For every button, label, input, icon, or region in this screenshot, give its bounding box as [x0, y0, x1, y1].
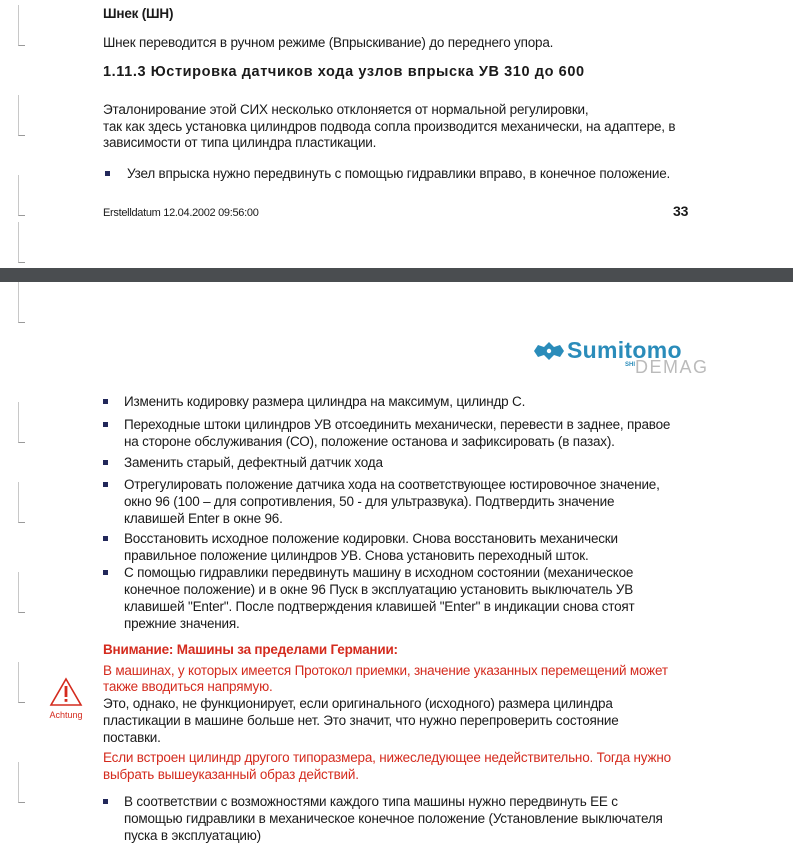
binder-mark — [18, 662, 25, 703]
list-item-line: С помощью гидравлики передвинуть машину в исходном состоянии (механическое — [124, 565, 634, 580]
binder-mark — [18, 402, 25, 443]
list-item-line: Восстановить исходное положение кодировки. Снова восстановить механически — [124, 531, 618, 546]
note-text: Это, однако, не функционирует, если оригинального (исходного) размера цилиндра — [103, 696, 613, 711]
document-page-33 — [0, 0, 793, 268]
paragraph-line: так как здесь установка цилиндров подвода сопла производится механически, на адаптере, в — [103, 119, 676, 134]
list-item-line: на стороне обслуживания (СО), положение останова и зафиксировать (в пазах). — [124, 434, 615, 449]
document-page-next — [0, 282, 793, 844]
binder-mark — [18, 282, 25, 323]
footer-date: Erstelldatum 12.04.2002 09:56:00 — [103, 207, 259, 219]
binder-mark — [18, 762, 25, 803]
list-item-line: В соответствии с возможностями каждого типа машины нужно передвинуть ЕЕ с — [124, 794, 618, 809]
binder-mark — [18, 482, 25, 523]
page-number: 33 — [673, 203, 689, 219]
list-item-line: окно 96 (100 – для сопротивления, 50 - для ультразвука). Подтвердить значение — [124, 494, 615, 509]
binder-mark — [18, 95, 25, 136]
binder-mark — [18, 222, 25, 263]
warning-text: выбрать вышеуказанный образ действий. — [103, 767, 359, 782]
warning-triangle-icon — [49, 677, 83, 707]
logo-emblem-icon — [533, 341, 565, 361]
list-item-line: клавишей Enter в окне 96. — [124, 511, 283, 526]
note-text: поставки. — [103, 730, 161, 745]
list-item-line: конечное положение) и в окне 96 Пуск в эксплуатацию установить выключатель УВ — [124, 582, 634, 597]
list-item-line: правильное положение цилиндров УВ. Снова установить переходный шток. — [124, 548, 589, 563]
list-item-line: пуска в эксплуатацию) — [124, 828, 261, 843]
paragraph: Шнек переводится в ручном режиме (Впрыскивание) до переднего упора. — [103, 35, 554, 50]
list-item-line: клавишей "Enter". После подтверждения клавишей "Enter" в индикации снова стоят — [124, 599, 635, 614]
list-item-line: Заменить старый, дефектный датчик хода — [124, 455, 383, 470]
binder-mark — [18, 5, 25, 46]
list-item — [124, 454, 714, 471]
bullet-marker — [103, 570, 108, 575]
list-item — [124, 416, 714, 450]
warning-text: также вводиться напрямую. — [103, 679, 273, 694]
list-item-line: Отрегулировать положение датчика хода на соответствующее юстировочное значение, — [124, 477, 660, 492]
note-text: пластикации в машине больше нет. Это значит, что нужно перепроверить состояние — [103, 713, 619, 728]
paragraph-line: зависимости от типа цилиндра пластикации. — [103, 135, 377, 150]
list-item — [124, 393, 714, 410]
achtung-warning-sign — [42, 677, 90, 720]
achtung-label: Achtung — [49, 710, 83, 720]
list-item-line: Изменить кодировку размера цилиндра на максимум, цилиндр С. — [124, 394, 526, 409]
bullet-marker — [103, 799, 108, 804]
binder-mark — [18, 572, 25, 613]
bullet-marker — [103, 399, 108, 404]
logo-demag: DEMAG — [635, 357, 709, 377]
subheading: Шнек (ШН) — [103, 6, 174, 21]
bullet-marker — [103, 422, 108, 427]
warning-text: В машинах, у которых имеется Протокол приемки, значение указанных перемещений может — [103, 663, 668, 678]
warning-title: Внимание: Машины за пределами Германии: — [103, 642, 398, 657]
list-item — [124, 476, 714, 527]
list-item-line: Переходные штоки цилиндров УВ отсоединить механически, перевести в заднее, правое — [124, 417, 671, 432]
list-item-line: прежние значения. — [124, 616, 240, 631]
bullet-marker — [103, 460, 108, 465]
logo-brand: Sumitomo — [567, 337, 682, 363]
logo-shi: SHI — [625, 362, 636, 368]
paragraph-line: Эталонирование этой СИХ несколько отклоняется от нормальной регулировки, — [103, 102, 589, 117]
binder-mark — [18, 175, 25, 216]
list-item — [124, 530, 714, 564]
bullet-marker — [105, 171, 110, 176]
list-item — [124, 564, 714, 632]
warning-text: Если встроен цилиндр другого типоразмера, нижеследующее недействительно. Тогда нужно — [103, 750, 671, 765]
bullet-marker — [103, 536, 108, 541]
bullet-marker — [103, 482, 108, 487]
list-item-line: помощью гидравлики в механическое конечное положение (Установление выключателя — [124, 811, 663, 826]
section-title: 1.11.3 Юстировка датчиков хода узлов впрыска УВ 310 до 600 — [103, 64, 585, 80]
bullet-item: Узел впрыска нужно передвинуть с помощью гидравлики вправо, в конечное положение. — [127, 166, 671, 181]
list-item — [124, 793, 714, 844]
